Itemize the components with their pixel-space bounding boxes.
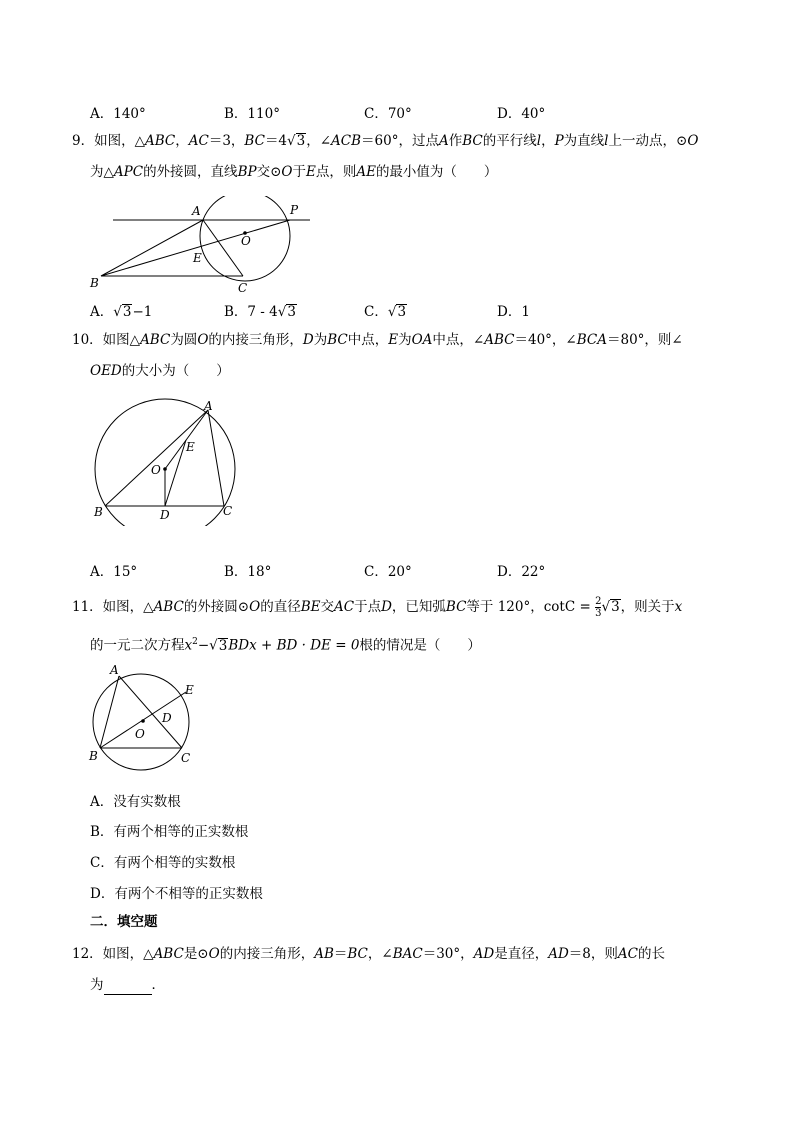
q11-option-a: A．没有实数根	[90, 794, 181, 810]
q12-stem-line2: 为 ．	[90, 977, 165, 993]
q9-stem-line1: 9．如图，△ABC，AC＝3，BC＝4√3，∠ACB＝60°，过点A作BC的平行线l，P为直线l上一动点，⊙O	[72, 133, 699, 149]
q9-option-b: B．7 - 4√3	[224, 304, 296, 320]
q11-option-b: B．有两个相等的正实数根	[90, 824, 249, 840]
q10-option-d: D．22°	[497, 564, 546, 580]
q10-segment-de	[165, 440, 186, 506]
section-title-fill-in: 二．填空题	[90, 914, 158, 930]
q10-segment-ab	[105, 410, 208, 506]
q9-segment-ac	[203, 220, 243, 276]
q11-label-e: E	[185, 683, 194, 697]
q11-label-c: C	[181, 751, 191, 765]
q10-label-e: E	[186, 440, 195, 454]
q11-segment-ac	[119, 676, 182, 748]
q9-label-c: C	[238, 281, 248, 295]
q10-center-dot	[163, 467, 167, 471]
q11-option-c: C．有两个相等的实数根	[90, 855, 236, 871]
q9-option-a: A．√3−1	[90, 304, 153, 320]
q11-fraction: $\frac{2}{3}$	[595, 596, 602, 619]
q10-label-d: D	[160, 508, 170, 522]
q10-option-b: B．18°	[224, 564, 272, 580]
sqrt-sign: √	[287, 133, 296, 149]
q9-label-e: E	[193, 251, 202, 265]
q9-segment-bp	[101, 220, 290, 276]
q12-answer-blank[interactable]	[104, 980, 152, 995]
q8-option-c: C．70°	[364, 106, 412, 122]
q10-label-o: O	[151, 463, 161, 477]
q9-option-c: C．√3	[364, 304, 407, 320]
q11-center-dot	[141, 719, 145, 723]
q10-figure	[88, 398, 248, 526]
q10-circle-o	[95, 399, 235, 526]
q9-label-a: A	[192, 204, 201, 218]
q11-label-a: A	[110, 663, 119, 677]
q12-stem-line1: 12．如图，△ABC是⊙O的内接三角形，AB＝BC，∠BAC＝30°，AD是直径，AD＝8，则AC的长	[72, 946, 665, 962]
q10-stem-line2: OED的大小为（ ）	[90, 363, 230, 379]
q10-segment-ac	[208, 410, 224, 506]
q11-label-o: O	[135, 727, 145, 741]
q11-label-b: B	[89, 749, 98, 763]
q9-option-d: D．1	[497, 304, 530, 320]
q11-stem-line2: 的一元二次方程$x^2-√3BDx$ + BD · DE = 0根的情况是（ ）	[90, 637, 481, 654]
q8-option-a: A．140°	[90, 106, 146, 122]
q11-figure	[86, 660, 204, 772]
q9-label-o: O	[241, 234, 251, 248]
q9-figure	[85, 196, 325, 296]
q10-stem-line1: 10．如图△ABC为圆O的内接三角形，D为BC中点，E为OA中点，∠ABC＝40°，∠BCA＝80°，则∠	[72, 332, 683, 348]
q10-option-a: A．15°	[90, 564, 138, 580]
q9-label-p: P	[290, 203, 299, 217]
q10-label-a: A	[204, 399, 213, 413]
q11-stem-line1: 11．如图，△ABC的外接圆⊙O的直径BE交AC于点D，已知弧BC等于 120°，cotC = $\frac{2}{3}$ √3，则关于x	[72, 596, 683, 619]
q10-option-c: C．20°	[364, 564, 412, 580]
q11-option-d: D．有两个不相等的正实数根	[90, 886, 263, 902]
q11-circle-o	[93, 674, 189, 770]
q11-label-d: D	[162, 711, 172, 725]
q9-stem-line2: 为△APC的外接圆，直线BP交⊙O于E点，则AE的最小值为（ ）	[90, 164, 498, 180]
q9-label-b: B	[90, 276, 99, 290]
q8-option-d: D．40°	[497, 106, 546, 122]
q9-segment-ba	[101, 220, 203, 276]
q8-option-b: B．110°	[224, 106, 280, 122]
q10-label-c: C	[223, 504, 233, 518]
q10-label-b: B	[94, 505, 103, 519]
